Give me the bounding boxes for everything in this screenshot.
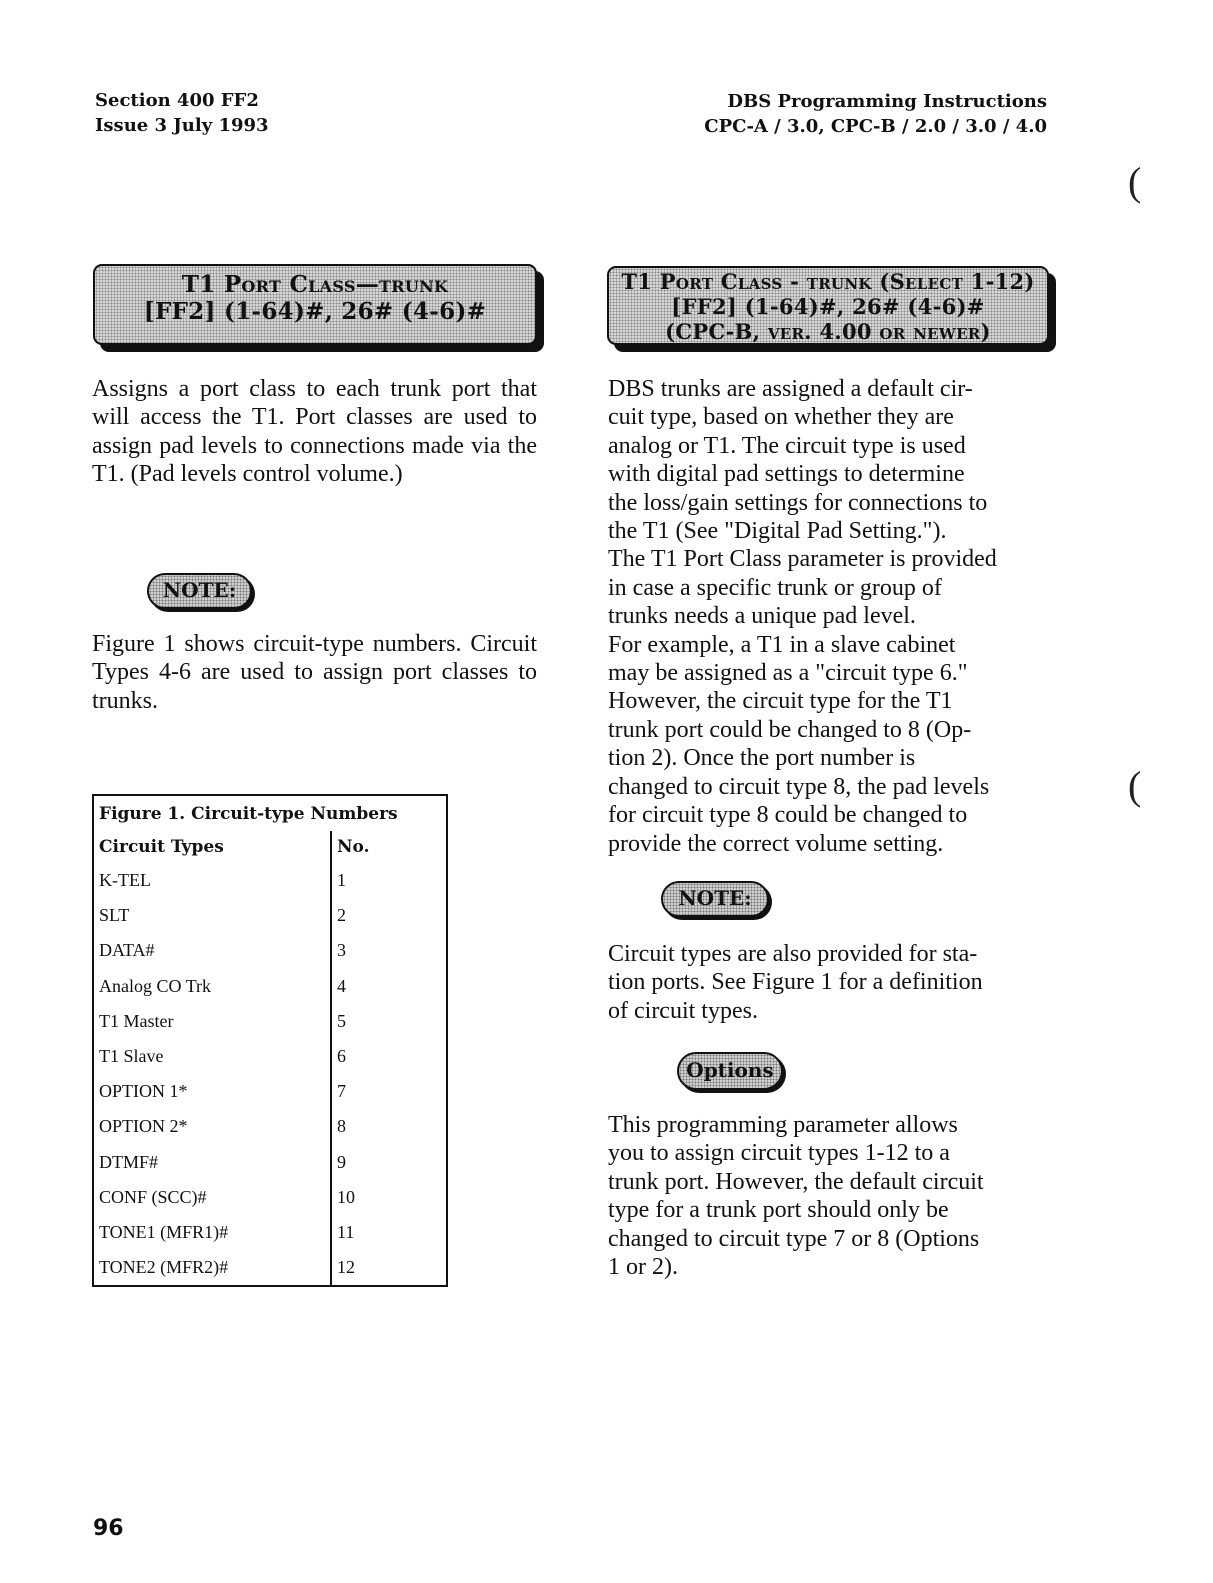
text-line: in case a specific trunk or group of — [608, 574, 942, 601]
table-caption-row — [93, 795, 447, 831]
text-line: trunk port could be changed to 8 (Op- — [608, 716, 972, 743]
table-row — [93, 1215, 447, 1250]
text-line: tion 2). Once the port number is — [608, 745, 916, 772]
intro-paragraph: Assigns a port class to each trunk port that will access the T1. Port classes are used to assign pad levels to connections made via the T1. (Pad levels control volume.) — [92, 376, 537, 488]
description-paragraph — [608, 375, 1058, 858]
text-line: may be assigned as a "circuit type 6." — [608, 660, 968, 687]
circuit-type-cell: K-TEL — [93, 863, 331, 898]
circuit-type-cell: TONE2 (MFR2)# — [93, 1250, 331, 1286]
note-paragraph: Figure 1 shows circuit-type numbers. Circuit Types 4-6 are used to assign port classes to trunks. — [92, 631, 537, 714]
table-header-row — [93, 831, 447, 863]
circuit-type-cell: DATA# — [93, 933, 331, 968]
circuit-type-table — [92, 794, 448, 1287]
text-line: cuit type, based on whether they are — [608, 404, 954, 431]
note-badge: NOTE: — [661, 881, 769, 917]
table-row — [93, 1250, 447, 1286]
circuit-number-cell: 8 — [337, 1116, 346, 1137]
circuit-type-cell: Analog CO Trk — [93, 969, 331, 1004]
banner-code: [FF2] (1-64)#, 26# (4-6)# — [671, 294, 985, 319]
page-header-left — [95, 88, 269, 138]
text-line: analog or T1. The circuit type is used — [608, 432, 966, 459]
text-line: type for a trunk port should only be — [608, 1197, 949, 1224]
text-line: This programming parameter allows — [608, 1112, 958, 1138]
table-row — [93, 1109, 447, 1144]
text-line: Circuit types are also provided for sta- — [608, 941, 978, 967]
text-line: of circuit types. — [608, 997, 758, 1024]
circuit-number-cell: 11 — [337, 1221, 355, 1242]
circuit-number-cell: 3 — [337, 940, 346, 961]
circuit-type-cell: CONF (SCC)# — [93, 1180, 331, 1215]
text-line: changed to circuit type 8, the pad levels — [608, 773, 990, 800]
table-row — [93, 1004, 447, 1039]
banner-version: (CPC-B, ver. 4.00 or newer) — [665, 319, 991, 344]
doc-title: DBS Programming Instructions — [727, 91, 1047, 112]
banner-code: [FF2] (1-64)#, 26# (4-6)# — [143, 298, 487, 325]
margin-mark: ( — [1128, 159, 1142, 204]
text-line: The T1 Port Class parameter is provided — [608, 546, 997, 573]
table-row — [93, 1074, 447, 1109]
version-label: CPC-A / 3.0, CPC-B / 2.0 / 3.0 / 4.0 — [704, 116, 1047, 137]
feature-banner-right — [607, 266, 1049, 345]
section-label: Section 400 FF2 — [95, 90, 259, 111]
table-row — [93, 933, 447, 968]
circuit-number-cell: 12 — [337, 1257, 355, 1278]
circuit-type-cell: OPTION 1* — [93, 1074, 331, 1109]
page-number: 96 — [93, 1516, 124, 1541]
text-line: provide the correct volume setting. — [608, 830, 944, 857]
text-line: changed to circuit type 7 or 8 (Options — [608, 1225, 980, 1252]
circuit-number-cell: 9 — [337, 1151, 346, 1172]
circuit-type-cell: DTMF# — [93, 1145, 331, 1180]
issue-label: Issue 3 July 1993 — [95, 115, 269, 136]
table-row — [93, 863, 447, 898]
note-paragraph — [608, 940, 1058, 1025]
feature-banner-left — [93, 264, 537, 345]
circuit-number-cell: 10 — [337, 1186, 355, 1207]
text-line: However, the circuit type for the T1 — [608, 688, 953, 715]
text-line: the loss/gain settings for connections to — [608, 489, 988, 516]
circuit-type-cell: TONE1 (MFR1)# — [93, 1215, 331, 1250]
table-row — [93, 1039, 447, 1074]
margin-mark: ( — [1128, 763, 1142, 808]
text-line: you to assign circuit types 1-12 to a — [608, 1140, 950, 1167]
text-line: for circuit type 8 could be changed to — [608, 802, 968, 829]
circuit-number-cell: 6 — [337, 1046, 346, 1067]
table-row — [93, 969, 447, 1004]
text-line: trunks needs a unique pad level. — [608, 603, 916, 630]
circuit-type-cell: OPTION 2* — [93, 1109, 331, 1144]
note-badge: NOTE: — [147, 573, 252, 609]
column-header-no: No. — [337, 837, 370, 857]
circuit-type-cell: T1 Master — [93, 1004, 331, 1039]
circuit-number-cell: 7 — [337, 1081, 346, 1102]
circuit-type-cell: SLT — [93, 898, 331, 933]
circuit-number-cell: 1 — [337, 870, 346, 891]
banner-title: T1 Port Class - trunk (Select 1-12) — [621, 269, 1035, 294]
options-badge: Options — [677, 1052, 783, 1090]
table-row — [93, 1180, 447, 1215]
circuit-number-cell: 4 — [337, 975, 346, 996]
circuit-number-cell: 2 — [337, 905, 346, 926]
column-header-circuit-types: Circuit Types — [93, 831, 331, 863]
circuit-number-cell: 5 — [337, 1010, 346, 1031]
text-line: with digital pad settings to determine — [608, 461, 965, 488]
text-line: tion ports. See Figure 1 for a definition — [608, 969, 983, 996]
text-line: trunk port. However, the default circuit — [608, 1168, 984, 1195]
text-line: 1 or 2). — [608, 1254, 678, 1281]
table-row — [93, 898, 447, 933]
options-paragraph — [608, 1111, 1058, 1281]
text-line: the T1 (See "Digital Pad Setting."). — [608, 518, 947, 545]
page-header-right — [704, 89, 1047, 139]
banner-title: T1 Port Class—trunk — [181, 271, 449, 298]
circuit-type-cell: T1 Slave — [93, 1039, 331, 1074]
table-caption: Figure 1. Circuit-type Numbers — [99, 803, 398, 824]
text-line: DBS trunks are assigned a default cir- — [608, 376, 973, 402]
text-line: For example, a T1 in a slave cabinet — [608, 631, 956, 658]
table-row — [93, 1145, 447, 1180]
